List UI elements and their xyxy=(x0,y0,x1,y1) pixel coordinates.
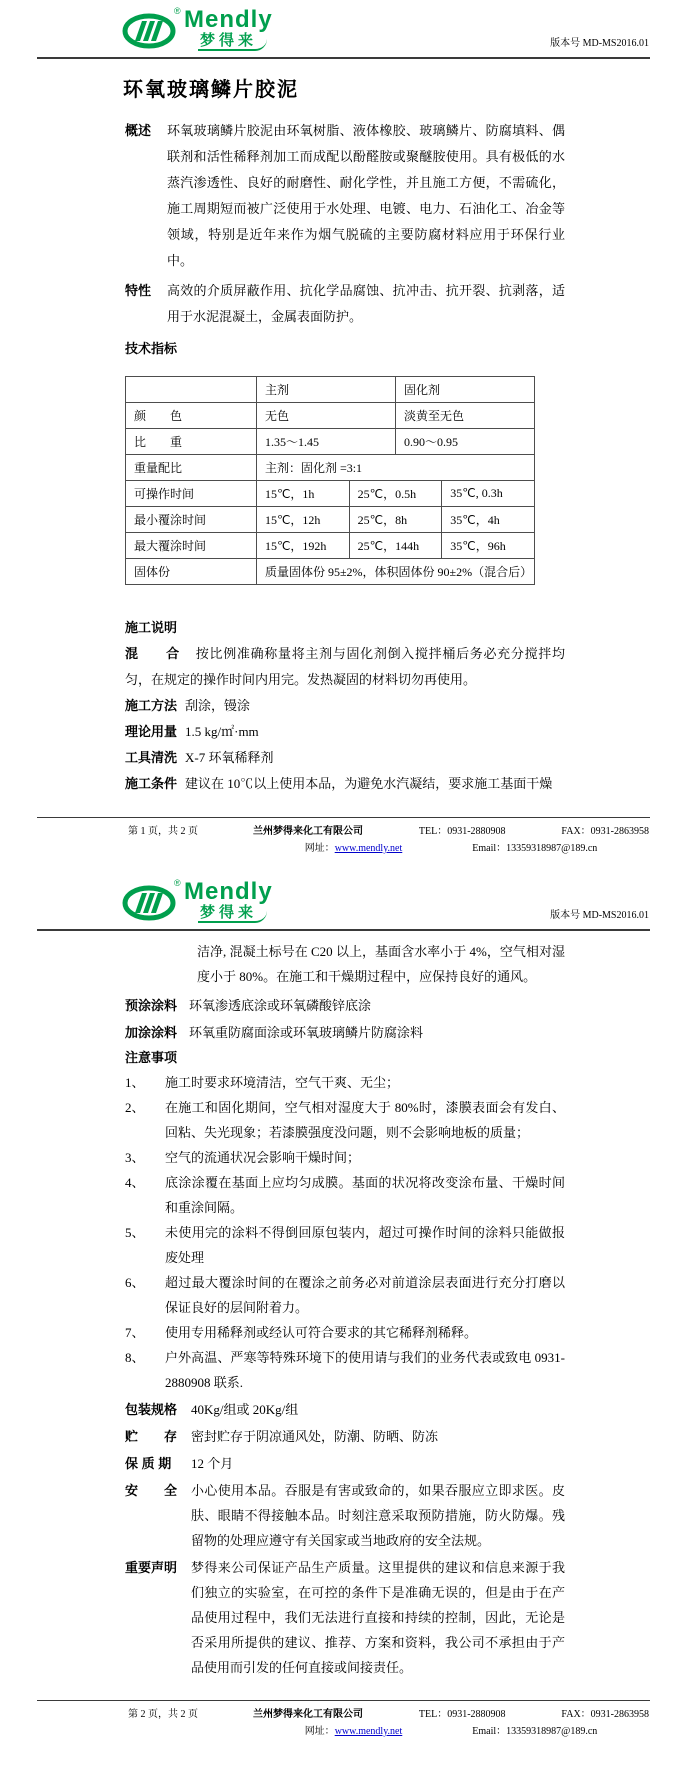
table-blank-cell xyxy=(126,377,257,403)
overview-section xyxy=(125,118,565,274)
method-label: 施工方法 xyxy=(125,698,178,713)
cell-value: 35℃, 0.3h xyxy=(442,481,535,507)
cleaning-label: 工具清洗 xyxy=(125,750,178,765)
footer-rule xyxy=(37,1700,650,1701)
col-header-main-agent: 主剂 xyxy=(256,377,395,403)
conditions-label: 施工条件 xyxy=(125,776,178,791)
precoat-row xyxy=(125,993,565,1018)
note-text: 使用专用稀释剂或经认可符合要求的其它稀释剂稀释。 xyxy=(165,1325,478,1340)
conditions-text: 建议在 10℃以上使用本品，为避免水汽凝结，要求施工基面干燥 xyxy=(185,776,553,791)
cell-value: 25℃，0.5h xyxy=(349,481,442,507)
precoat-text: 环氧渗透底涂或环氧磷酸锌底涂 xyxy=(189,998,372,1013)
company-name: 兰州梦得来化工有限公司 xyxy=(253,826,363,837)
page2-content xyxy=(125,939,565,1680)
table-row-gravity xyxy=(126,429,535,455)
note-number: 3、 xyxy=(125,1150,145,1165)
note-number: 6、 xyxy=(125,1275,145,1290)
cell-value: 质量固体份 95±2%，体积固体份 90±2%（混合后） xyxy=(256,559,534,585)
safety-text: 小心使用本品。吞服是有害或致命的，如果吞服应立即求医。皮肤、眼睛不得接触本品。时刻注意采取预防措施，防火防爆。残留物的处理应遵守有关国家或当地政府的安全法规。 xyxy=(191,1483,565,1548)
page1-page-number: 第 1 页，共 2 页 xyxy=(128,826,198,837)
note-item-6 xyxy=(125,1270,565,1320)
tech-indicators-table xyxy=(125,376,535,585)
packing-row xyxy=(125,1397,565,1422)
page2-footer xyxy=(0,1700,687,1737)
registered-trademark-icon: ® xyxy=(174,6,181,16)
usage-row xyxy=(125,719,565,745)
note-text: 超过最大覆涂时间的在覆涂之前务必对前道涂层表面进行充分打磨以保证良好的层间附着力。 xyxy=(165,1275,565,1315)
footer-company-info xyxy=(253,822,649,854)
note-number: 1、 xyxy=(125,1075,145,1090)
note-text: 底涂涂覆在基面上应均匀成膜。基面的状况将改变涂布量、干燥时间和重涂间隔。 xyxy=(165,1175,565,1215)
logo-text xyxy=(184,880,273,923)
note-number: 8、 xyxy=(125,1350,145,1365)
note-item-7 xyxy=(125,1320,565,1345)
cell-value: 15℃，12h xyxy=(256,507,349,533)
notes-heading: 注意事项 xyxy=(125,1050,178,1065)
website-link[interactable]: www.mendly.net xyxy=(334,1726,403,1737)
disclaimer-text: 梦得来公司保证产品生产质量。这里提供的建议和信息来源于我们独立的实验室，在可控的条件下是准确无误的，但是由于在产品使用过程中，我们无法进行直接和持续的控制，因此，无论是否采用所提供的建议、推荐、方案和资料，我公司不承担由于产品使用而引发的任何直接或间接责任。 xyxy=(191,1560,565,1675)
usage-text: 1.5 kg/㎡·mm xyxy=(185,724,259,739)
table-row-max-recoat xyxy=(126,533,535,559)
header-rule xyxy=(37,57,650,59)
note-text: 空气的流通状况会影响干燥时间； xyxy=(165,1150,361,1165)
features-text: 高效的介质屏蔽作用、抗化学品腐蚀、抗冲击、抗开裂、抗剥落，适用于水泥混凝土，金属表面防护。 xyxy=(167,283,565,324)
note-item-2 xyxy=(125,1095,565,1145)
tech-indicators-heading: 技术指标 xyxy=(125,341,178,356)
page2 xyxy=(0,872,687,1792)
storage-text: 密封贮存于阴凉通风处，防潮、防晒、防冻 xyxy=(191,1429,439,1444)
shelf-life-label: 保 质 期 xyxy=(125,1456,172,1471)
topcoat-text: 环氧重防腐面涂或环氧玻璃鳞片防腐涂料 xyxy=(189,1025,424,1040)
col-header-hardener: 固化剂 xyxy=(395,377,534,403)
row-label: 可操作时间 xyxy=(126,481,257,507)
shelf-life-row xyxy=(125,1451,565,1476)
table-row-ratio xyxy=(126,455,535,481)
brand-name-en: Mendly xyxy=(184,878,273,905)
precoat-label: 预涂涂料 xyxy=(125,998,178,1013)
method-text: 刮涂，镘涂 xyxy=(185,698,251,713)
registered-trademark-icon: ® xyxy=(174,878,181,888)
cell-value: 25℃，8h xyxy=(349,507,442,533)
disclaimer-row xyxy=(125,1555,565,1680)
topcoat-label: 加涂涂料 xyxy=(125,1025,178,1040)
mixing-text: 按比例准确称量将主剂与固化剂倒入搅拌桶后务必充分搅拌均匀，在规定的操作时间内用完。发热凝固的材料切勿再使用。 xyxy=(125,646,565,687)
cleaning-text: X-7 环氧稀释剂 xyxy=(185,750,274,765)
features-label: 特性 xyxy=(125,283,152,298)
company-fax: FAX：0931-2863958 xyxy=(561,1709,649,1720)
mixing-section xyxy=(125,641,565,693)
table-header-row xyxy=(126,377,535,403)
note-text: 施工时要求环境清洁，空气干爽、无尘； xyxy=(165,1075,400,1090)
footer-rule xyxy=(37,817,650,818)
note-item-8 xyxy=(125,1345,565,1395)
note-text: 未使用完的涂料不得倒回原包装内，超过可操作时间的涂料只能做报废处理 xyxy=(165,1225,565,1265)
company-name: 兰州梦得来化工有限公司 xyxy=(253,1709,363,1720)
row-label: 重量配比 xyxy=(126,455,257,481)
page2-page-number: 第 2 页，共 2 页 xyxy=(128,1709,198,1720)
page2-header xyxy=(0,872,687,927)
page1-footer xyxy=(0,817,687,854)
company-email: Email：13359318987@189.cn xyxy=(472,1726,598,1737)
table-row-color xyxy=(126,403,535,429)
note-number: 5、 xyxy=(125,1225,145,1240)
note-number: 2、 xyxy=(125,1100,145,1115)
website-link[interactable]: www.mendly.net xyxy=(334,843,403,854)
note-text: 户外高温、严寒等特殊环境下的使用请与我们的业务代表或致电 0931-2880908 联系. xyxy=(165,1350,565,1390)
mendly-logo-emblem xyxy=(122,10,178,50)
brand-name-zh: 梦得来 xyxy=(198,905,267,923)
cell-value: 0.90～0.95 xyxy=(395,429,534,455)
cleaning-row xyxy=(125,745,565,771)
footer-company-info xyxy=(253,1705,649,1737)
features-section xyxy=(125,278,565,330)
cell-value: 35℃，96h xyxy=(442,533,535,559)
row-label: 固体份 xyxy=(126,559,257,585)
note-number: 4、 xyxy=(125,1175,145,1190)
note-number: 7、 xyxy=(125,1325,145,1340)
topcoat-row xyxy=(125,1020,565,1045)
version-label: 版本号 MD-MS2016.01 xyxy=(550,910,649,921)
website-label: 网址： xyxy=(304,843,335,854)
note-text: 在施工和固化期间，空气相对湿度大于 80%时，漆膜表面会有发白、回粘、失光现象；若漆膜强度没问题，则不会影响地板的质量； xyxy=(165,1100,565,1140)
brand-name-en: Mendly xyxy=(184,6,273,33)
mendly-logo xyxy=(122,880,273,923)
cell-value: 15℃，1h xyxy=(256,481,349,507)
mixing-label: 混 合 xyxy=(125,646,180,661)
page1-content xyxy=(125,118,565,797)
conditions-continuation: 洁净, 混凝土标号在 C20 以上，基面含水率小于 4%，空气相对湿度小于 80%。在施工和干燥期过程中，应保持良好的通风。 xyxy=(197,944,565,984)
construction-heading: 施工说明 xyxy=(125,620,178,635)
note-item-3 xyxy=(125,1145,565,1170)
bottom-margin xyxy=(0,1737,687,1792)
packing-text: 40Kg/组或 20Kg/组 xyxy=(191,1402,299,1417)
row-label: 颜 色 xyxy=(126,403,257,429)
logo-text xyxy=(184,8,273,51)
safety-row xyxy=(125,1478,565,1553)
cell-value: 无色 xyxy=(256,403,395,429)
overview-label: 概述 xyxy=(125,123,152,138)
table-row-min-recoat xyxy=(126,507,535,533)
storage-row xyxy=(125,1424,565,1449)
cell-value: 25℃，144h xyxy=(349,533,442,559)
cell-value: 15℃，192h xyxy=(256,533,349,559)
mendly-logo-emblem xyxy=(122,882,178,922)
conditions-row xyxy=(125,771,565,797)
cell-value: 主剂：固化剂 =3:1 xyxy=(256,455,534,481)
website-label: 网址： xyxy=(304,1726,335,1737)
row-label: 比 重 xyxy=(126,429,257,455)
method-row xyxy=(125,693,565,719)
mendly-logo xyxy=(122,8,273,51)
shelf-life-text: 12 个月 xyxy=(191,1456,234,1471)
row-label: 最小覆涂时间 xyxy=(126,507,257,533)
note-item-1 xyxy=(125,1070,565,1095)
header-rule xyxy=(37,929,650,931)
overview-text: 环氧玻璃鳞片胶泥由环氧树脂、液体橡胶、玻璃鳞片、防腐填料、偶联剂和活性稀释剂加工而成配以酚醛胺或聚醚胺使用。具有极低的水蒸汽渗透性、良好的耐磨性、耐化学性，并且施工方便，不需硫化，施工周期短而被广泛使用于水处理、电镀、电力、石油化工、冶金等领域，特别是近年来作为烟气脱硫的主要防腐材料应用于环保行业中。 xyxy=(167,123,565,268)
table-row-solids xyxy=(126,559,535,585)
cell-value: 35℃，4h xyxy=(442,507,535,533)
website-row xyxy=(305,1722,403,1737)
company-email: Email：13359318987@189.cn xyxy=(472,843,598,854)
product-title: 环氧玻璃鳞片胶泥 xyxy=(123,79,299,101)
packing-label: 包装规格 xyxy=(125,1402,178,1417)
row-label: 最大覆涂时间 xyxy=(126,533,257,559)
cell-value: 1.35～1.45 xyxy=(256,429,395,455)
website-row xyxy=(305,839,403,854)
company-fax: FAX：0931-2863958 xyxy=(561,826,649,837)
company-tel: TEL：0931-2880908 xyxy=(418,826,506,837)
storage-label: 贮 存 xyxy=(125,1429,178,1444)
disclaimer-label: 重要声明 xyxy=(125,1560,178,1575)
usage-label: 理论用量 xyxy=(125,724,178,739)
note-item-5 xyxy=(125,1220,565,1270)
note-item-4 xyxy=(125,1170,565,1220)
table-row-pot-life xyxy=(126,481,535,507)
cell-value: 淡黄至无色 xyxy=(395,403,534,429)
page1-header xyxy=(0,0,687,55)
safety-label: 安 全 xyxy=(125,1483,178,1498)
version-label: 版本号 MD-MS2016.01 xyxy=(550,38,649,49)
brand-name-zh: 梦得来 xyxy=(198,33,267,51)
company-tel: TEL：0931-2880908 xyxy=(418,1709,506,1720)
